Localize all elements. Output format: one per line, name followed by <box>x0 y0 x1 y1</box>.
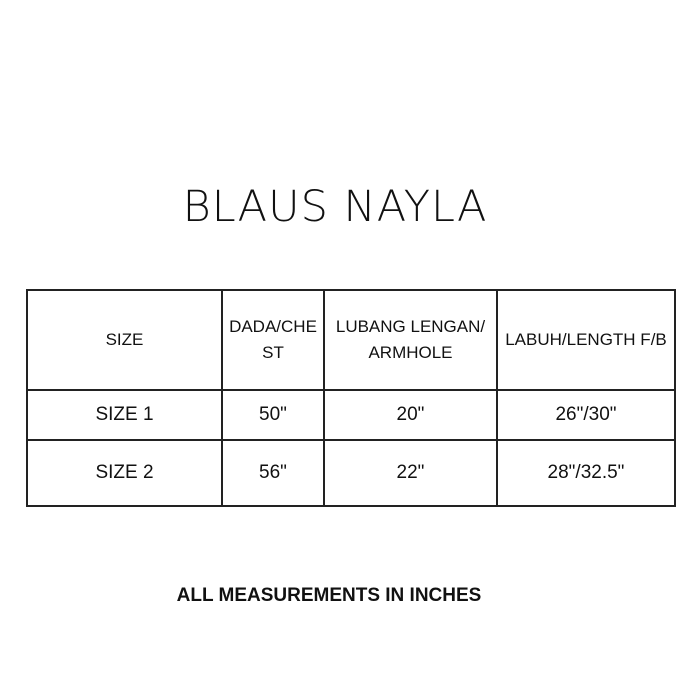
header-size: SIZE <box>27 290 222 390</box>
cell-armhole: 22" <box>324 440 497 506</box>
cell-size: SIZE 1 <box>27 390 222 440</box>
cell-chest: 56" <box>222 440 324 506</box>
table-row <box>27 440 675 506</box>
cell-armhole: 20" <box>324 390 497 440</box>
table-row <box>27 390 675 440</box>
header-armhole: LUBANG LENGAN/ARMHOLE <box>324 290 497 390</box>
cell-length: 26"/30" <box>497 390 675 440</box>
page-title: BLAUS NAYLA <box>182 182 488 232</box>
table-header-row <box>27 290 675 390</box>
cell-chest: 50" <box>222 390 324 440</box>
size-chart-table <box>26 289 676 507</box>
cell-length: 28"/32.5" <box>497 440 675 506</box>
cell-size: SIZE 2 <box>27 440 222 506</box>
header-chest: DADA/CHEST <box>222 290 324 390</box>
measurement-note: ALL MEASUREMENTS IN INCHES <box>176 585 482 606</box>
header-length: LABUH/LENGTH F/B <box>497 290 675 390</box>
